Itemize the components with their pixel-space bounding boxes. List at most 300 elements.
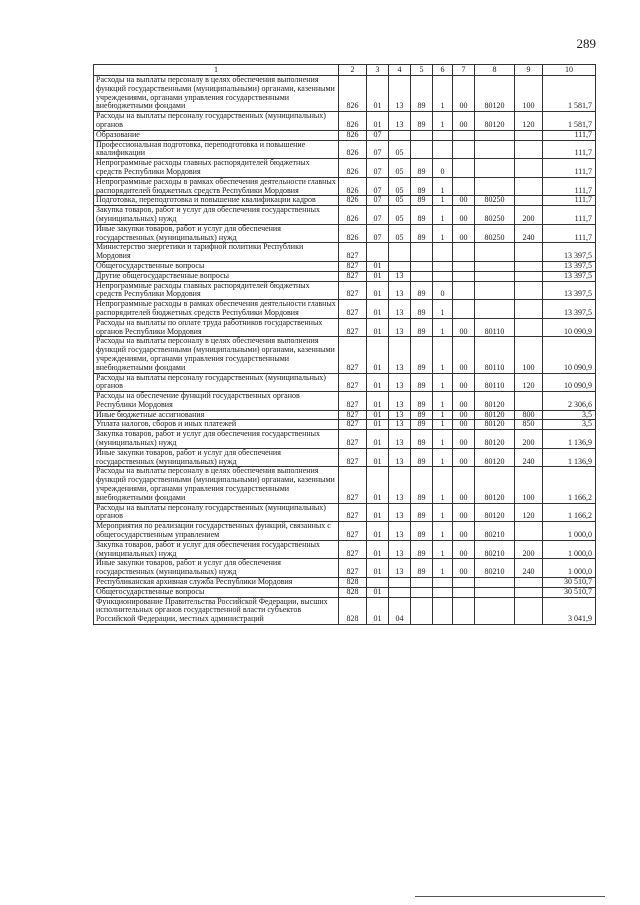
code-cell <box>515 300 543 319</box>
table-row <box>94 578 596 588</box>
code-cell <box>433 261 453 271</box>
code-cell <box>453 587 475 597</box>
code-cell <box>453 578 475 588</box>
code-cell <box>411 130 433 140</box>
table-row <box>94 410 596 420</box>
code-cell: 05 <box>389 196 411 206</box>
column-header: 6 <box>433 65 453 76</box>
code-cell <box>453 597 475 624</box>
row-name-cell: Профессиональная подготовка, переподготовка и повышение квалификации <box>94 140 339 159</box>
row-name-cell: Подготовка, переподготовка и повышение квалификации кадров <box>94 196 339 206</box>
code-cell: 13 <box>389 467 411 503</box>
row-name-cell: Закупка товаров, работ и услуг для обеспечения государственных (муниципальных) нужд <box>94 430 339 449</box>
code-cell: 827 <box>339 410 367 420</box>
amount-cell: 111,7 <box>543 159 596 178</box>
code-cell: 120 <box>515 112 543 131</box>
code-cell: 1 <box>433 206 453 225</box>
code-cell: 89 <box>411 467 433 503</box>
amount-cell: 30 510,7 <box>543 578 596 588</box>
table-row <box>94 177 596 196</box>
amount-cell: 1 166,2 <box>543 467 596 503</box>
code-cell: 200 <box>515 430 543 449</box>
code-cell: 80210 <box>475 540 515 559</box>
amount-cell: 111,7 <box>543 177 596 196</box>
code-cell: 13 <box>389 373 411 392</box>
code-cell <box>515 159 543 178</box>
table-row <box>94 159 596 178</box>
code-cell: 89 <box>411 76 433 112</box>
code-cell <box>475 300 515 319</box>
column-header: 1 <box>94 65 339 76</box>
code-cell: 01 <box>367 373 389 392</box>
code-cell <box>515 587 543 597</box>
table-row <box>94 224 596 243</box>
code-cell: 827 <box>339 318 367 337</box>
amount-cell: 111,7 <box>543 224 596 243</box>
code-cell: 00 <box>453 112 475 131</box>
code-cell: 00 <box>453 373 475 392</box>
code-cell: 1 <box>433 420 453 430</box>
code-cell: 1 <box>433 559 453 578</box>
code-cell: 01 <box>367 112 389 131</box>
code-cell: 1 <box>433 373 453 392</box>
page-number: 289 <box>576 36 596 51</box>
row-name-cell: Расходы на выплаты персоналу государственных (муниципальных) органов <box>94 112 339 131</box>
code-cell: 1 <box>433 224 453 243</box>
row-name-cell: Общегосударственные вопросы <box>94 261 339 271</box>
code-cell: 07 <box>367 224 389 243</box>
code-cell: 89 <box>411 196 433 206</box>
row-name-cell: Функционирование Правительства Российской Федерации, высших исполнительных органов государственной власти субъектов Российской Федерации, местных администраций <box>94 597 339 624</box>
table-body <box>94 76 596 625</box>
code-cell <box>515 522 543 541</box>
code-cell: 240 <box>515 224 543 243</box>
code-cell: 80210 <box>475 559 515 578</box>
table-row <box>94 503 596 522</box>
table-row <box>94 261 596 271</box>
row-name-cell: Закупка товаров, работ и услуг для обеспечения государственных (муниципальных) нужд <box>94 206 339 225</box>
code-cell <box>515 177 543 196</box>
amount-cell: 1 136,9 <box>543 448 596 467</box>
amount-cell: 2 306,6 <box>543 392 596 411</box>
code-cell: 1 <box>433 448 453 467</box>
code-cell: 00 <box>453 206 475 225</box>
code-cell: 80250 <box>475 224 515 243</box>
code-cell: 826 <box>339 224 367 243</box>
code-cell <box>515 196 543 206</box>
table-row <box>94 430 596 449</box>
code-cell: 13 <box>389 540 411 559</box>
code-cell: 89 <box>411 373 433 392</box>
column-header: 10 <box>543 65 596 76</box>
code-cell: 200 <box>515 206 543 225</box>
code-cell: 80110 <box>475 373 515 392</box>
code-cell: 13 <box>389 448 411 467</box>
table-row <box>94 420 596 430</box>
code-cell: 00 <box>453 503 475 522</box>
code-cell <box>475 281 515 300</box>
code-cell: 05 <box>389 224 411 243</box>
code-cell: 13 <box>389 430 411 449</box>
code-cell: 826 <box>339 177 367 196</box>
amount-cell: 111,7 <box>543 206 596 225</box>
code-cell: 01 <box>367 337 389 373</box>
row-name-cell: Расходы на выплаты персоналу в целях обеспечения выполнения функций государственными (муниципальными) органами, казенными учреждениями, органами управления государственными внебюджетными фондами <box>94 337 339 373</box>
code-cell: 07 <box>367 130 389 140</box>
code-cell: 827 <box>339 559 367 578</box>
code-cell: 827 <box>339 503 367 522</box>
code-cell <box>411 243 433 262</box>
code-cell <box>411 271 433 281</box>
code-cell: 89 <box>411 420 433 430</box>
code-cell: 827 <box>339 392 367 411</box>
code-cell: 827 <box>339 261 367 271</box>
code-cell <box>475 159 515 178</box>
code-cell: 00 <box>453 540 475 559</box>
amount-cell: 1 166,2 <box>543 503 596 522</box>
code-cell: 826 <box>339 159 367 178</box>
table-row <box>94 448 596 467</box>
code-cell: 01 <box>367 261 389 271</box>
code-cell: 13 <box>389 112 411 131</box>
code-cell: 850 <box>515 420 543 430</box>
column-header: 9 <box>515 65 543 76</box>
code-cell <box>389 578 411 588</box>
code-cell <box>515 130 543 140</box>
code-cell: 07 <box>367 206 389 225</box>
code-cell: 13 <box>389 281 411 300</box>
code-cell: 13 <box>389 300 411 319</box>
code-cell <box>453 140 475 159</box>
code-cell: 827 <box>339 373 367 392</box>
amount-cell: 13 397,5 <box>543 243 596 262</box>
code-cell: 826 <box>339 140 367 159</box>
code-cell <box>367 243 389 262</box>
row-name-cell: Закупка товаров, работ и услуг для обеспечения государственных (муниципальных) нужд <box>94 540 339 559</box>
amount-cell: 1 581,7 <box>543 112 596 131</box>
code-cell: 89 <box>411 448 433 467</box>
code-cell <box>475 130 515 140</box>
code-cell: 89 <box>411 430 433 449</box>
table-row <box>94 140 596 159</box>
row-name-cell: Уплата налогов, сборов и иных платежей <box>94 420 339 430</box>
row-name-cell: Иные закупки товаров, работ и услуг для обеспечения государственных (муниципальных) нужд <box>94 559 339 578</box>
code-cell <box>515 318 543 337</box>
table-row <box>94 392 596 411</box>
code-cell: 240 <box>515 448 543 467</box>
table-row <box>94 373 596 392</box>
code-cell: 00 <box>453 392 475 411</box>
code-cell: 80120 <box>475 503 515 522</box>
code-cell <box>453 159 475 178</box>
code-cell: 89 <box>411 540 433 559</box>
code-cell: 827 <box>339 337 367 373</box>
row-name-cell: Расходы на выплаты персоналу в целях обеспечения выполнения функций государственными (муниципальными) органами, казенными учреждениями, органами управления государственными внебюджетными фондами <box>94 467 339 503</box>
code-cell: 1 <box>433 430 453 449</box>
row-name-cell: Образование <box>94 130 339 140</box>
code-cell <box>411 261 433 271</box>
code-cell: 01 <box>367 271 389 281</box>
code-cell <box>475 177 515 196</box>
code-cell <box>515 578 543 588</box>
column-header: 4 <box>389 65 411 76</box>
amount-cell: 13 397,5 <box>543 281 596 300</box>
code-cell: 1 <box>433 410 453 420</box>
code-cell <box>475 271 515 281</box>
code-cell: 00 <box>453 559 475 578</box>
code-cell: 80120 <box>475 448 515 467</box>
code-cell: 07 <box>367 196 389 206</box>
code-cell: 800 <box>515 410 543 420</box>
amount-cell: 3,5 <box>543 410 596 420</box>
code-cell: 01 <box>367 467 389 503</box>
code-cell: 1 <box>433 76 453 112</box>
column-header: 8 <box>475 65 515 76</box>
code-cell: 00 <box>453 224 475 243</box>
table-row <box>94 300 596 319</box>
code-cell <box>411 587 433 597</box>
code-cell <box>475 140 515 159</box>
code-cell: 80120 <box>475 410 515 420</box>
code-cell: 827 <box>339 540 367 559</box>
code-cell: 0 <box>433 159 453 178</box>
code-cell: 00 <box>453 76 475 112</box>
code-cell: 00 <box>453 420 475 430</box>
table-row <box>94 587 596 597</box>
code-cell <box>515 597 543 624</box>
code-cell <box>515 140 543 159</box>
code-cell <box>389 587 411 597</box>
code-cell: 89 <box>411 522 433 541</box>
code-cell: 13 <box>389 271 411 281</box>
code-cell: 1 <box>433 196 453 206</box>
code-cell: 826 <box>339 76 367 112</box>
code-cell <box>367 578 389 588</box>
code-cell <box>515 261 543 271</box>
table-row <box>94 522 596 541</box>
code-cell: 89 <box>411 559 433 578</box>
code-cell <box>389 130 411 140</box>
code-cell: 13 <box>389 503 411 522</box>
code-cell: 13 <box>389 410 411 420</box>
code-cell <box>411 578 433 588</box>
code-cell: 827 <box>339 430 367 449</box>
code-cell: 00 <box>453 522 475 541</box>
code-cell: 01 <box>367 503 389 522</box>
code-cell: 120 <box>515 503 543 522</box>
code-cell: 827 <box>339 420 367 430</box>
code-cell: 89 <box>411 410 433 420</box>
amount-cell: 111,7 <box>543 140 596 159</box>
code-cell <box>515 243 543 262</box>
row-name-cell: Иные бюджетные ассигнования <box>94 410 339 420</box>
code-cell <box>453 130 475 140</box>
code-cell: 89 <box>411 281 433 300</box>
amount-cell: 10 090,9 <box>543 318 596 337</box>
code-cell: 05 <box>389 206 411 225</box>
code-cell: 89 <box>411 177 433 196</box>
code-cell: 89 <box>411 337 433 373</box>
code-cell: 00 <box>453 448 475 467</box>
row-name-cell: Расходы на выплаты персоналу государственных (муниципальных) органов <box>94 503 339 522</box>
table-row <box>94 206 596 225</box>
table-row <box>94 76 596 112</box>
code-cell: 01 <box>367 318 389 337</box>
amount-cell: 10 090,9 <box>543 373 596 392</box>
code-cell <box>475 243 515 262</box>
column-header: 2 <box>339 65 367 76</box>
code-cell: 1 <box>433 522 453 541</box>
code-cell: 13 <box>389 337 411 373</box>
amount-cell: 111,7 <box>543 196 596 206</box>
column-header: 3 <box>367 65 389 76</box>
budget-table <box>93 64 596 625</box>
code-cell: 80120 <box>475 420 515 430</box>
row-name-cell: Расходы на выплаты персоналу государственных (муниципальных) органов <box>94 373 339 392</box>
code-cell: 826 <box>339 130 367 140</box>
code-cell: 120 <box>515 373 543 392</box>
amount-cell: 1 000,0 <box>543 559 596 578</box>
amount-cell: 1 000,0 <box>543 522 596 541</box>
code-cell: 200 <box>515 540 543 559</box>
table-row <box>94 337 596 373</box>
code-cell: 1 <box>433 337 453 373</box>
amount-cell: 1 136,9 <box>543 430 596 449</box>
code-cell: 826 <box>339 196 367 206</box>
code-cell <box>475 578 515 588</box>
amount-cell: 13 397,5 <box>543 261 596 271</box>
code-cell: 13 <box>389 559 411 578</box>
code-cell: 828 <box>339 578 367 588</box>
code-cell <box>453 243 475 262</box>
code-cell: 826 <box>339 112 367 131</box>
code-cell: 13 <box>389 392 411 411</box>
code-cell <box>433 140 453 159</box>
code-cell <box>433 578 453 588</box>
code-cell: 01 <box>367 522 389 541</box>
code-cell: 89 <box>411 392 433 411</box>
code-cell: 05 <box>389 159 411 178</box>
amount-cell: 10 090,9 <box>543 337 596 373</box>
code-cell <box>453 177 475 196</box>
row-name-cell: Республиканская архивная служба Республики Мордовия <box>94 578 339 588</box>
code-cell <box>389 243 411 262</box>
code-cell <box>453 300 475 319</box>
footer-rule <box>415 896 605 897</box>
code-cell <box>475 587 515 597</box>
row-name-cell: Мероприятия по реализации государственных функций, связанных с общегосударственным управлением <box>94 522 339 541</box>
column-header: 5 <box>411 65 433 76</box>
code-cell: 07 <box>367 177 389 196</box>
code-cell <box>433 597 453 624</box>
amount-cell: 111,7 <box>543 130 596 140</box>
code-cell: 828 <box>339 587 367 597</box>
row-name-cell: Иные закупки товаров, работ и услуг для обеспечения государственных (муниципальных) нужд <box>94 448 339 467</box>
row-name-cell: Другие общегосударственные вопросы <box>94 271 339 281</box>
code-cell <box>515 392 543 411</box>
code-cell: 01 <box>367 420 389 430</box>
code-cell: 13 <box>389 76 411 112</box>
table-row <box>94 540 596 559</box>
code-cell: 01 <box>367 559 389 578</box>
code-cell: 01 <box>367 300 389 319</box>
code-cell: 01 <box>367 76 389 112</box>
amount-cell: 3,5 <box>543 420 596 430</box>
amount-cell: 30 510,7 <box>543 587 596 597</box>
table-row <box>94 196 596 206</box>
code-cell: 13 <box>389 318 411 337</box>
code-cell <box>515 281 543 300</box>
column-header: 7 <box>453 65 475 76</box>
code-cell: 80120 <box>475 467 515 503</box>
amount-cell: 1 000,0 <box>543 540 596 559</box>
code-cell: 100 <box>515 467 543 503</box>
table-row <box>94 467 596 503</box>
code-cell: 00 <box>453 467 475 503</box>
row-name-cell: Расходы на выплаты персоналу в целях обеспечения выполнения функций государственными (муниципальными) органами, казенными учреждениями, органами управления государственными внебюджетными фондами <box>94 76 339 112</box>
code-cell: 240 <box>515 559 543 578</box>
amount-cell: 13 397,5 <box>543 271 596 281</box>
code-cell: 1 <box>433 112 453 131</box>
row-name-cell: Министерство энергетики и тарифной политики Республики Мордовия <box>94 243 339 262</box>
code-cell: 00 <box>453 430 475 449</box>
code-cell <box>411 597 433 624</box>
row-name-cell: Непрограммные расходы главных распорядителей бюджетных средств Республики Мордовия <box>94 159 339 178</box>
code-cell: 80110 <box>475 337 515 373</box>
code-cell: 827 <box>339 271 367 281</box>
amount-cell: 1 581,7 <box>543 76 596 112</box>
code-cell: 00 <box>453 410 475 420</box>
code-cell: 80120 <box>475 430 515 449</box>
code-cell: 00 <box>453 318 475 337</box>
code-cell: 80250 <box>475 206 515 225</box>
code-cell: 01 <box>367 540 389 559</box>
table-row <box>94 243 596 262</box>
code-cell: 1 <box>433 540 453 559</box>
code-cell: 05 <box>389 177 411 196</box>
code-cell: 80120 <box>475 112 515 131</box>
code-cell: 13 <box>389 420 411 430</box>
code-cell: 827 <box>339 467 367 503</box>
table-row <box>94 130 596 140</box>
code-cell: 01 <box>367 410 389 420</box>
code-cell: 89 <box>411 503 433 522</box>
amount-cell: 13 397,5 <box>543 300 596 319</box>
table-row <box>94 597 596 624</box>
code-cell: 1 <box>433 318 453 337</box>
row-name-cell: Непрограммные расходы главных распорядителей бюджетных средств Республики Мордовия <box>94 281 339 300</box>
code-cell <box>433 243 453 262</box>
code-cell <box>453 281 475 300</box>
code-cell: 89 <box>411 206 433 225</box>
code-cell: 1 <box>433 467 453 503</box>
code-cell: 827 <box>339 243 367 262</box>
code-cell: 89 <box>411 112 433 131</box>
code-cell: 0 <box>433 281 453 300</box>
code-cell: 827 <box>339 281 367 300</box>
code-cell: 826 <box>339 206 367 225</box>
table-row <box>94 271 596 281</box>
table-row <box>94 559 596 578</box>
code-cell: 00 <box>453 337 475 373</box>
code-cell: 80250 <box>475 196 515 206</box>
code-cell: 00 <box>453 196 475 206</box>
code-cell: 89 <box>411 224 433 243</box>
code-cell: 04 <box>389 597 411 624</box>
code-cell <box>453 261 475 271</box>
row-name-cell: Расходы на выплаты по оплате труда работников государственных органов Республики Мордовия <box>94 318 339 337</box>
code-cell: 1 <box>433 177 453 196</box>
